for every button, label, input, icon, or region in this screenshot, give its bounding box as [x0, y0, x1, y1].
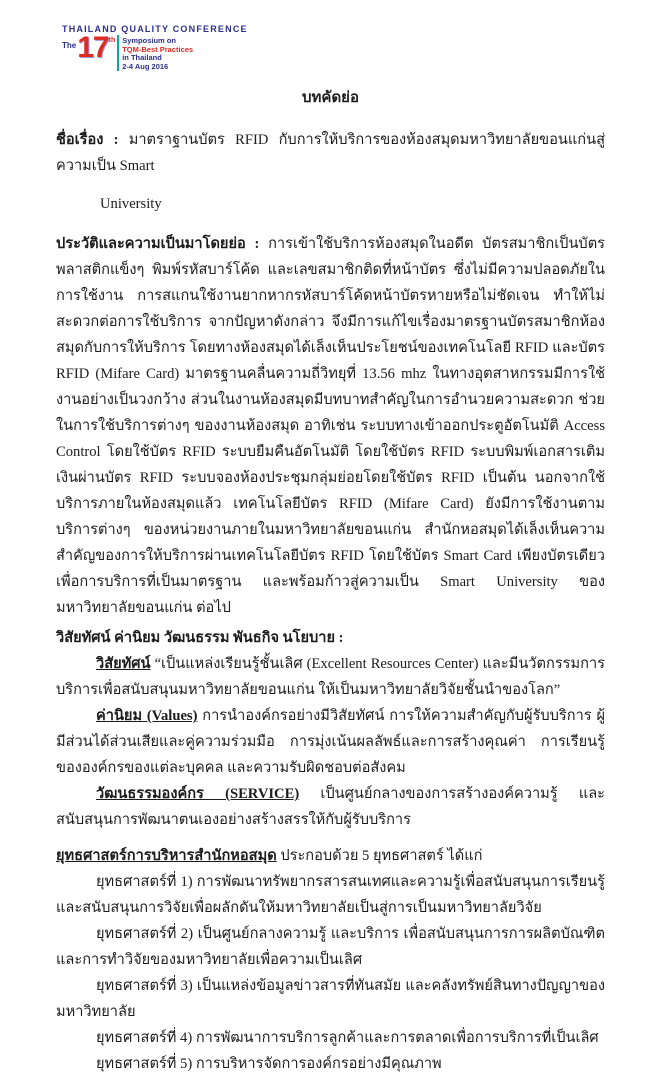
document-title-line2: University — [100, 196, 162, 212]
section-gap — [56, 833, 605, 843]
culture-label: วัฒนธรรมองค์กร (SERVICE) — [96, 786, 300, 802]
strategy-item-3: ยุทธศาสตร์ที่ 3) เป็นแหล่งข้อมูลข่าวสารที่ทันสมัย และคลังทรัพย์สินทางปัญญาของมหาวิทยาลัย — [56, 978, 605, 1020]
logo-subtitle-line4: 2-4 Aug 2016 — [122, 61, 169, 71]
values-text: การนำองค์กรอย่างมีวิสัยทัศน์ การให้ความสำคัญกับผู้รับบริการ ผู้มีส่วนได้ส่วนเสียและคู่ความร่วมมือ การมุ่งเน้นผลลัพธ์และการสร้างคุณค่า การเรียนรู้ขององค์กรของแต่ละบุคคล และความรับผิดชอบต่อสังคม — [56, 708, 606, 776]
logo-edition-number: 17 — [77, 31, 109, 64]
history-label: ประวัติและความเป็นมาโดยย่อ : — [56, 236, 260, 252]
logo-ordinal: th — [108, 37, 116, 44]
strategy-item-2: ยุทธศาสตร์ที่ 2) เป็นศูนย์กลางความรู้ และบริการ เพื่อสนับสนุนการการผลิตบัณฑิตและการทำวิจัยของมหาวิทยาลัยเพื่อความเป็นเลิศ — [56, 926, 605, 968]
logo-subtitle-line2: TQM-Best Practices — [122, 44, 194, 54]
vision-text: “เป็นแหล่งเรียนรู้ชั้นเลิศ (Excellent Resources Center) และมีนวัตกรรมการบริการเพื่อสนับสนุนมหาวิทยาลัยขอนแก่น ให้เป็นมหาวิทยาลัยวิจัยชั้นนำของโลก” — [56, 656, 605, 698]
conference-name: THAILAND QUALITY CONFERENCE — [62, 24, 248, 34]
strategies-label: ยุทธศาสตร์การบริหารสำนักหอสมุด — [56, 848, 277, 864]
values-label: ค่านิยม (Values) — [96, 708, 198, 724]
page-title: บทคัดย่อ — [302, 90, 359, 106]
strategies-heading — [56, 843, 605, 869]
vision-section-heading: วิสัยทัศน์ ค่านิยม วัฒนธรรม พันธกิจ นโยบาย : — [56, 630, 344, 646]
logo-subtitle-line3: in Thailand — [122, 53, 162, 62]
history-paragraph — [56, 231, 605, 621]
logo-divider — [117, 35, 119, 71]
document-title — [56, 127, 605, 179]
values-paragraph — [56, 703, 605, 781]
strategy-item-4: ยุทธศาสตร์ที่ 4) การพัฒนาการบริการลูกค้าและการตลาดเพื่อการบริการที่เป็นเลิศ — [96, 1030, 599, 1046]
strategy-item-5: ยุทธศาสตร์ที่ 5) การบริหารจัดการองค์กรอย่างมีคุณภาพ — [96, 1056, 442, 1072]
vision-label: วิสัยทัศน์ — [96, 656, 151, 672]
title-text: มาตราฐานบัตร RFID กับการให้บริการของห้องสมุดมหาวิทยาลัยขอนแก่นสู่ความเป็น Smart — [56, 132, 605, 174]
culture-text: เป็นศูนย์กลางของการสร้างองค์ความรู้ และสนับสนุนการพัฒนาตนเองอย่างสร้างสรรให้กับผู้รับบริการ — [56, 786, 606, 828]
strategies-intro: ประกอบด้วย 5 ยุทธศาสตร์ ได้แก่ — [276, 848, 483, 864]
strategy-item-1: ยุทธศาสตร์ที่ 1) การพัฒนาทรัพยากรสารสนเทศและความรู้เพื่อสนับสนุนการเรียนรู้ และสนับสนุนการวิจัยเพื่อผลักดันให้มหาวิทยาลัยเป็นสู่การเป็นมหาวิทยาลัยวิจัย — [56, 874, 605, 916]
logo-the-label: The — [62, 41, 77, 50]
conference-logo — [62, 24, 252, 71]
vision-paragraph — [56, 651, 605, 703]
logo-subtitle-line1: Symposium on — [122, 36, 176, 45]
logo-subtitle-block — [122, 37, 193, 71]
culture-paragraph — [56, 781, 605, 833]
history-text: การเข้าใช้บริการห้องสมุดในอดีต บัตรสมาชิกเป็นบัตรพลาสติกแข็งๆ พิมพ์รหัสบาร์โค้ด และเลขสมาชิกติดที่หน้าบัตร ซึ่งไม่มีความปลอดภัยในการใช้งาน การสแกนใช้งานยากหากรหัสบาร์โค้ดหน้าบัตรหายหรือไม่ชัดเจน ทำให้ไม่สะดวกต่อการใช้บริการ จากปัญหาดังกล่าว จึงมีการแก้ไขเรื่องมาตรฐานบัตรสมาชิกห้องสมุดกับการให้บริการ โดยทางห้องสมุดได้เล็งเห็นประโยชน์ของเทคโนโลยี RFID และบัตร RFID (Mifare Card) มาตรฐานคลื่นความถี่วิทยุที่ 13.56 mhz ในทางอุตสาหกรรมมีการใช้งานอย่างเป็นวงกว้าง ส่วนในงานห้องสมุดมีบทบาทสำคัญในการอำนวยความสะดวก ช่วยในการใช้บริการต่างๆ ของงานห้องสมุด อาทิเช่น ระบบทางเข้าออกประตูอัตโนมัติ Access Control โดยใช้บัตร RFID ระบบยืมคืนอัตโนมัติ โดยใช้บัตร RFID ระบบพิมพ์เอกสารเติมเงินผ่านบัตร RFID ระบบจองห้องประชุมกลุ่มย่อยโดยใช้บัตร RFID เป็นต้น นอกจากใช้บริการภายในห้องสมุดแล้ว เทคโนโลยีบัตร RFID (Mifare Card) ยังมีการใช้งานตามบริการต่างๆ ของหน่วยงานภายในมหาวิทยาลัยขอนแก่น สำนักหอสมุดได้เล็งเห็นความสำคัญของการให้บริการผ่านเทคโนโลยีบัตร RFID โดยใช้บัตร Smart Card เพียงบัตรเดียวเพื่อการบริการที่เป็นมาตรฐาน และพร้อมก้าวสู่ความเป็น Smart University ของมหาวิทยาลัยขอนแก่น ต่อไป — [56, 236, 606, 616]
title-label: ชื่อเรื่อง : — [56, 132, 119, 148]
